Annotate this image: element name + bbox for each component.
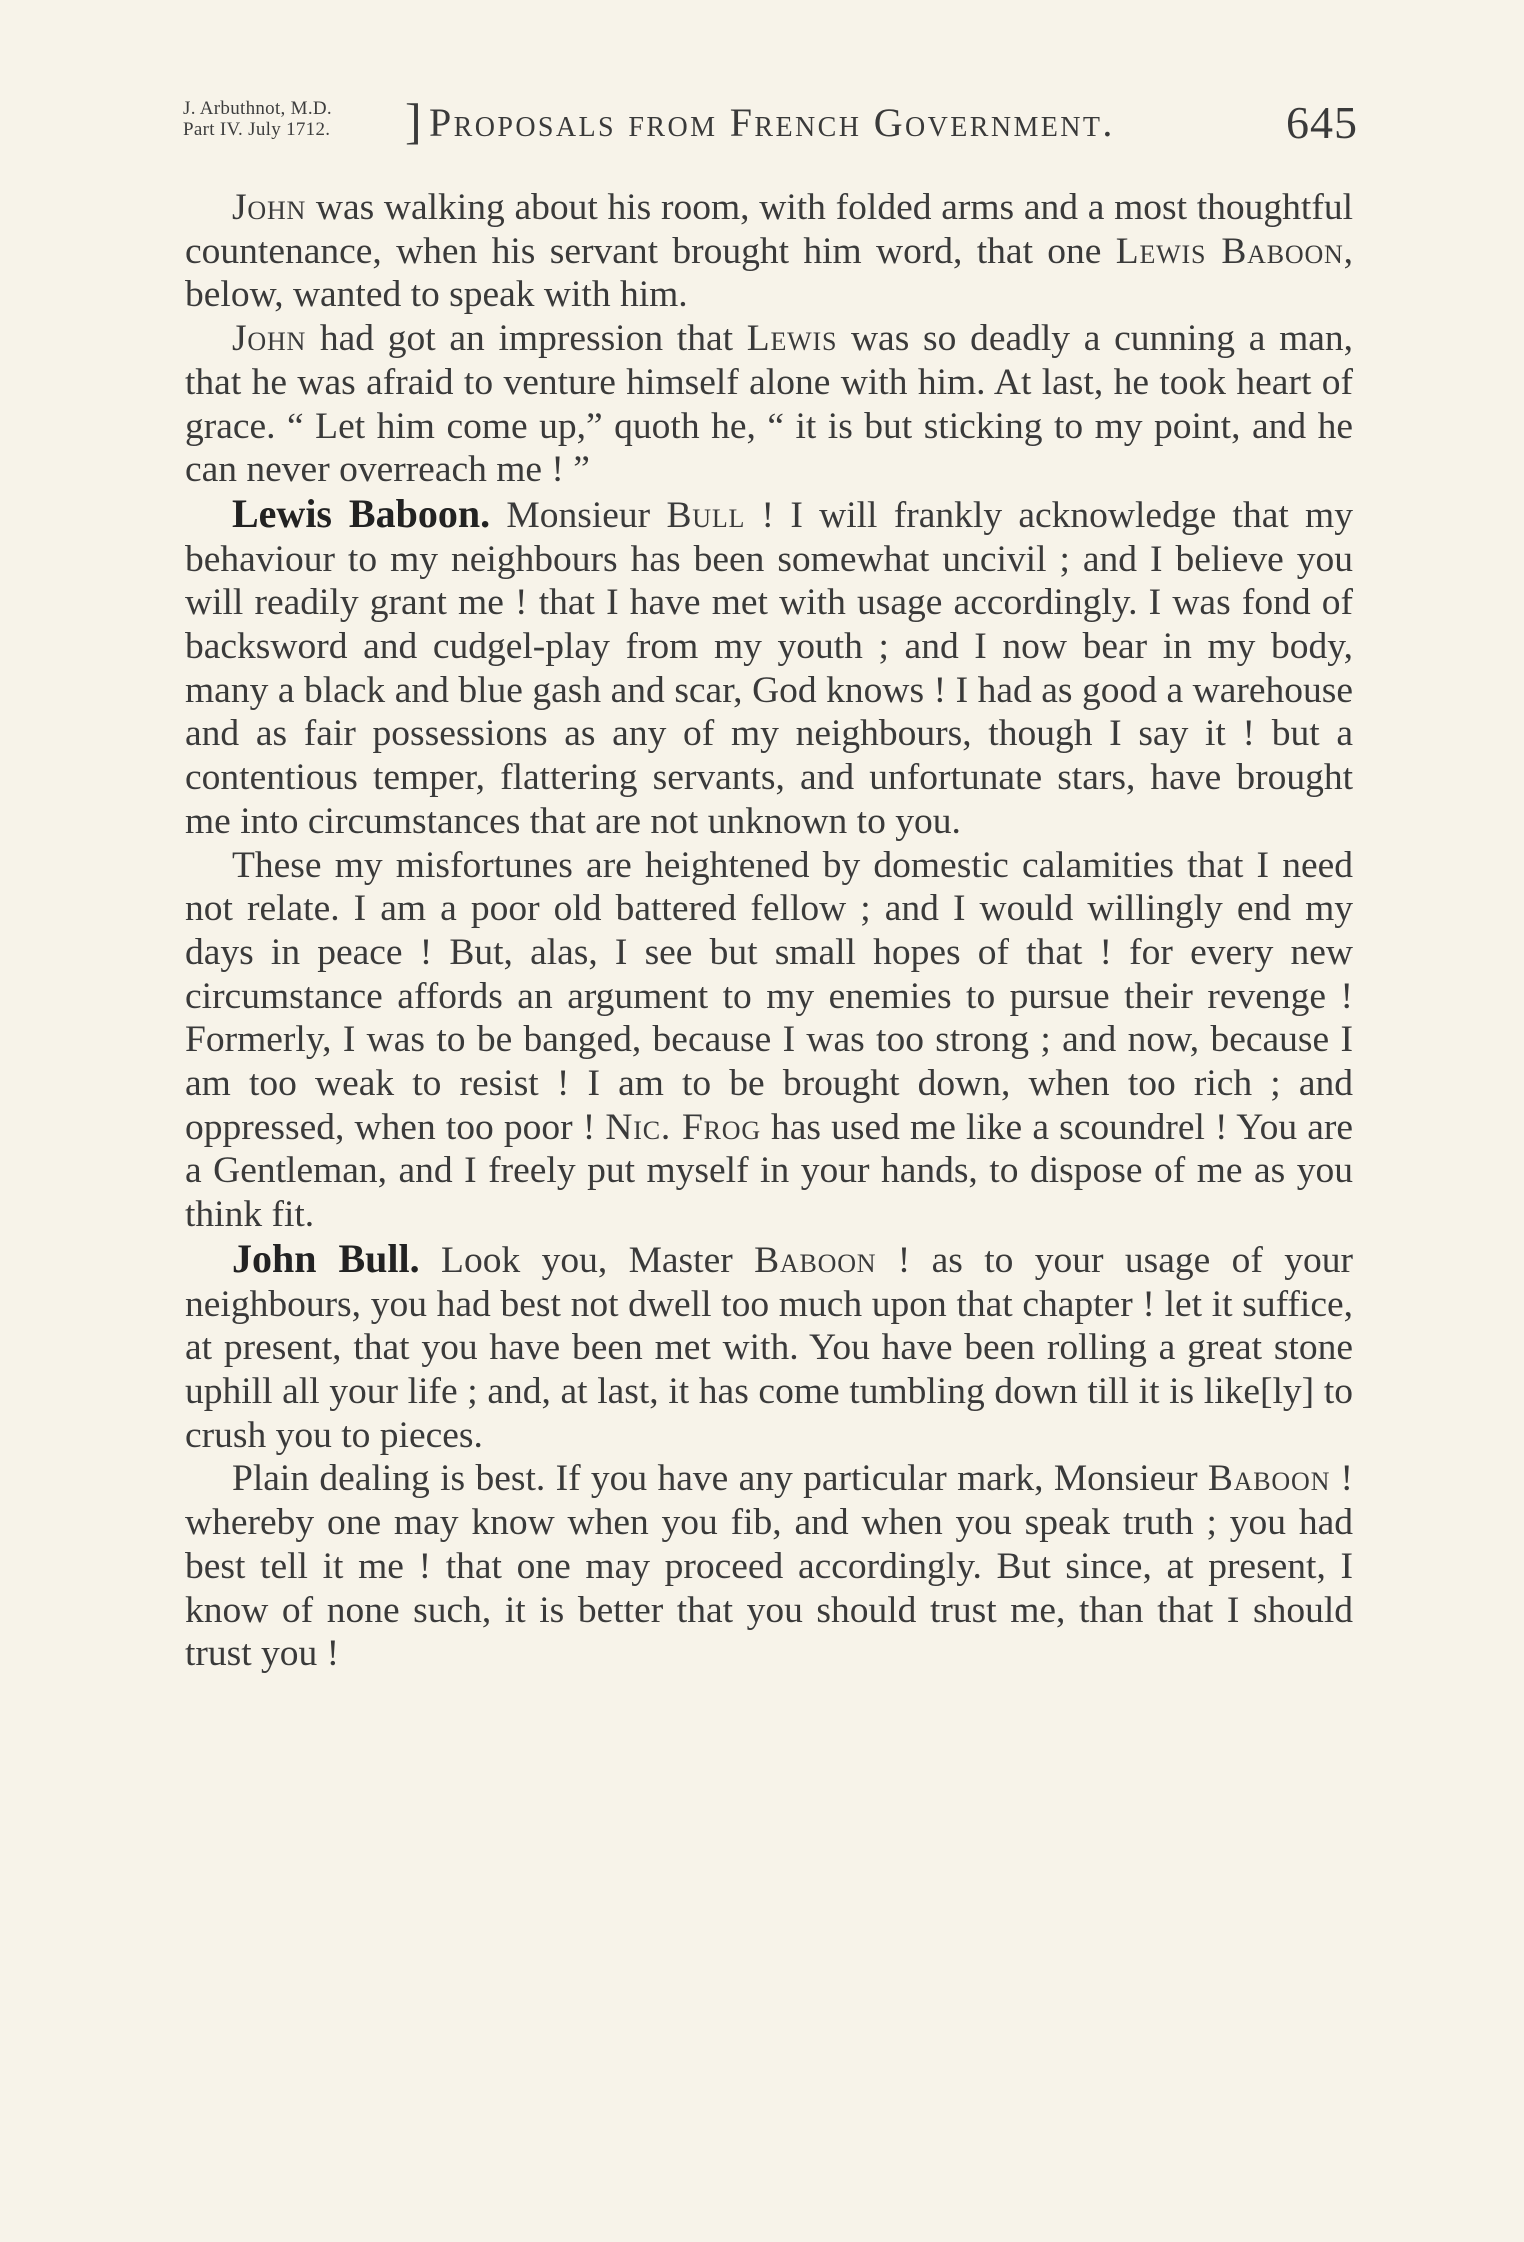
text-run: Plain dealing is best. If you have any particular mark, Monsieur bbox=[232, 1458, 1208, 1500]
body-text bbox=[185, 186, 1353, 1676]
running-title: Proposals from French Government. bbox=[429, 100, 1115, 145]
text-run: was walking about his room, with folded arms and a most thoughtful countenance, when his servant brought him word, that one bbox=[185, 187, 1353, 272]
small-caps-name: John bbox=[232, 187, 307, 228]
text-run: ! I will frankly acknowledge that my behaviour to my neighbours has been somewhat uncivil ; and I believe you will readily grant me ! that I have met with usage accordingly. I was fond of backsword and cudgel-play from my youth ; and I now bear in my body, many a black and blue gash and scar, God knows ! I had as good a warehouse and as fair possessions as any of my neighbours, though I say it ! but a contentious temper, flattering servants, and unfortunate stars, have brought me into circumstances that are not unknown to you. bbox=[185, 494, 1353, 842]
speaker-label: John Bull. bbox=[232, 1235, 420, 1281]
paragraph bbox=[185, 492, 1353, 844]
small-caps-name: Lewis Baboon bbox=[1115, 230, 1344, 272]
side-note-bracket: ] bbox=[405, 93, 422, 149]
small-caps-name: Lewis bbox=[746, 318, 838, 360]
text-run: ! as to your usage of your neighbours, you had best not dwell too much upon that chapter ! let it suffice, at present, that you have been met with. You have been rolling a great stone uphill all your life ; and, at last, it has come tumbling down till it is like[ly] to crush you to pieces. bbox=[185, 1239, 1353, 1456]
side-note-author: J. Arbuthnot, M.D. bbox=[183, 98, 332, 119]
text-run: ! whereby one may know when you fib, and when you speak truth ; you had best tell it me ! that one may proceed accordingly. But since, at present, I know of none such, it is better that you should trust me, than that I should trust you ! bbox=[185, 1458, 1353, 1675]
speaker-label: Lewis Baboon. bbox=[232, 490, 491, 536]
small-caps-name: John bbox=[232, 318, 307, 360]
side-note bbox=[183, 98, 332, 140]
text-run: was so deadly a cunning a man, that he was afraid to venture himself alone with him. At last, he took heart of grace. “ Let him come up,” quoth he, “ it is but sticking to my point, and he can never overreach me ! ” bbox=[185, 318, 1354, 491]
paragraph bbox=[185, 844, 1353, 1237]
text-run: Look you, Master bbox=[419, 1239, 755, 1281]
paragraph bbox=[185, 317, 1353, 492]
small-caps-name: Bull bbox=[666, 494, 746, 536]
page-number: 645 bbox=[1286, 97, 1358, 148]
running-head bbox=[183, 92, 1358, 156]
paragraph bbox=[185, 1237, 1353, 1458]
paragraph bbox=[185, 186, 1353, 317]
small-caps-name: Nic. Frog bbox=[605, 1106, 761, 1148]
text-run: Monsieur bbox=[490, 494, 667, 536]
side-note-date: Part IV. July 1712. bbox=[183, 119, 331, 140]
text-run: had got an impression that bbox=[306, 318, 747, 360]
small-caps-name: Baboon bbox=[754, 1239, 877, 1281]
text-run: These my misfortunes are heightened by domestic calamities that I need not relate. I am a poor old battered fellow ; and I would willingly end my days in peace ! But, alas, I see but small hopes of that ! for every new circumstance affords an argument to my enemies to pursue their revenge ! Formerly, I was to be banged, because I was too strong ; and now, because I am too weak to resist ! I am to be brought down, when too rich ; and oppressed, when too poor ! bbox=[185, 844, 1353, 1148]
paragraph bbox=[185, 1457, 1353, 1676]
text-run: has used me like a scoundrel ! You are a Gentleman, and I freely put myself in your hands, to dispose of me as you think fit. bbox=[185, 1106, 1353, 1236]
small-caps-name: Baboon bbox=[1207, 1458, 1331, 1500]
text-run: , below, wanted to speak with him. bbox=[185, 230, 1353, 316]
